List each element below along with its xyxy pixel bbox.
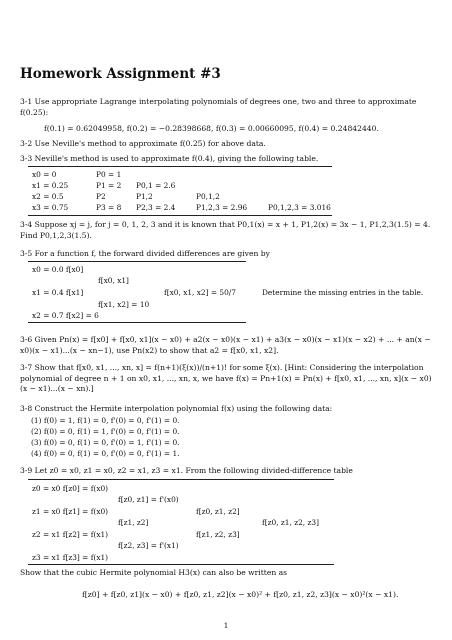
hermite-item: (4) f(0) = 0, f(1) = 0, f'(0) = 0, f'(1) = 1.	[31, 449, 180, 458]
neville-cell: P0 = 1	[96, 170, 122, 179]
problem-3-9-show: Show that the cubic Hermite polynomial H3(x) can also be written as	[20, 568, 288, 577]
table-bottom-rule	[28, 564, 334, 565]
page-number: 1	[223, 621, 229, 630]
neville-cell: P0,1,2,3 = 3.016	[268, 203, 331, 212]
table-top-rule	[28, 166, 332, 167]
dd-row: x2 = 0.7 f[x2] = 6	[32, 311, 99, 320]
neville-cell: P2,3 = 2.4	[136, 203, 176, 212]
neville-cell: P3 = 8	[96, 203, 122, 212]
hermite-table-cell: f[z2, z3] = f'(x1)	[118, 541, 179, 550]
hermite-formula: f[z0] + f[z0, z1](x − x0) + f[z0, z1, z2](x − x0)² + f[z0, z1, z2, z3](x − x0)²(x − x1).	[82, 590, 399, 599]
neville-cell: x3 = 0.75	[32, 203, 69, 212]
dd-row: f[x0, x1, x2] = 50/7	[164, 288, 236, 297]
problem-3-6: 3-6 Given Pn(x) = f[x0] + f[x0, x1](x − x0) + a2(x − x0)(x − x1) + a3(x − x0)(x − x1)(x − x2) + ... + an(x − x0)(x − x1)...(x − xn−1), use Pn(x2) to show that a2 = f[x0, x1, x2].	[20, 335, 431, 355]
neville-cell: x2 = 0.5	[32, 192, 64, 201]
hermite-table-cell: z3 = x1 f[z3] = f(x1)	[32, 553, 109, 562]
hermite-table-cell: z1 = x0 f[z1] = f(x0)	[32, 507, 109, 516]
neville-cell: P1,2,3 = 2.96	[196, 203, 248, 212]
neville-cell: x0 = 0	[32, 170, 57, 179]
dd-row: x0 = 0.0 f[x0]	[32, 265, 84, 274]
hermite-table-cell: f[z0, z1] = f'(x0)	[118, 495, 179, 504]
hermite-table-cell: f[z0, z1, z2]	[196, 507, 240, 516]
table-bottom-rule	[28, 215, 332, 216]
hermite-table-cell: z0 = x0 f[z0] = f(x0)	[32, 484, 109, 493]
neville-cell: P0,1 = 2.6	[136, 181, 176, 190]
dd-row: f[x0, x1]	[98, 276, 129, 285]
problem-3-5: 3-5 For a function f, the forward divided differences are given by	[20, 249, 270, 258]
problem-3-7: 3-7 Show that f[x0, x1, ..., xn, x] = f(n+1)(ξ(x))/(n+1)! for some ξ(x). [Hint: Considering the interpolation polynomial of degree n + 1 on x0, x1, ..., xn, x, we have f(x) = Pn+1(x) = Pn(x) + f[x0, x1, ..., xn, x](x − x0)(x − x1)...(x − xn).]	[20, 363, 432, 393]
table-bottom-rule	[28, 322, 246, 323]
neville-cell: P1 = 2	[96, 181, 122, 190]
hermite-item: (3) f(0) = 0, f(1) = 0, f'(0) = 1, f'(1) = 0.	[31, 438, 180, 447]
hermite-item: (2) f(0) = 0, f(1) = 1, f'(0) = 0, f'(1) = 0.	[31, 427, 180, 436]
table-top-rule	[28, 479, 334, 480]
problem-3-1-values: f(0.1) = 0.62049958, f(0.2) = −0.28398668, f(0.3) = 0.00660095, f(0.4) = 0.24842440.	[44, 124, 379, 133]
problem-3-3: 3-3 Neville's method is used to approximate f(0.4), giving the following table.	[20, 154, 319, 163]
dd-instruction: Determine the missing entries in the table.	[262, 288, 424, 297]
neville-cell: x1 = 0.25	[32, 181, 69, 190]
neville-cell: P1,2	[136, 192, 153, 201]
dd-row: f[x1, x2] = 10	[98, 300, 150, 309]
hermite-item: (1) f(0) = 1, f(1) = 0, f'(0) = 0, f'(1) = 0.	[31, 416, 180, 425]
problem-3-2: 3-2 Use Neville's method to approximate f(0.25) for above data.	[20, 139, 266, 148]
problem-3-8: 3-8 Construct the Hermite interpolation polynomial f(x) using the following data:	[20, 404, 333, 413]
table-top-rule	[28, 261, 246, 262]
neville-cell: P2	[96, 192, 106, 201]
problem-3-9: 3-9 Let z0 = x0, z1 = x0, z2 = x1, z3 = x1. From the following divided-difference table	[20, 466, 353, 475]
hermite-table-cell: f[z0, z1, z2, z3]	[262, 518, 319, 527]
problem-3-4: 3-4 Suppose xj = j, for j = 0, 1, 2, 3 and it is known that P0,1(x) = x + 1, P1,2(x) = 3x − 1, P1,2,3(1.5) = 4. Find P0,1,2,3(1.5).	[20, 220, 431, 240]
problem-3-1: 3-1 Use appropriate Lagrange interpolating polynomials of degrees one, two and three to approximate f(0.25):	[20, 97, 417, 117]
hermite-table-cell: z2 = x1 f[z2] = f(x1)	[32, 530, 109, 539]
dd-row: x1 = 0.4 f[x1]	[32, 288, 84, 297]
neville-cell: P0,1,2	[196, 192, 220, 201]
page-title: Homework Assignment #3	[20, 66, 221, 82]
hermite-table-cell: f[z1, z2, z3]	[196, 530, 240, 539]
hermite-table-cell: f[z1, z2]	[118, 518, 149, 527]
